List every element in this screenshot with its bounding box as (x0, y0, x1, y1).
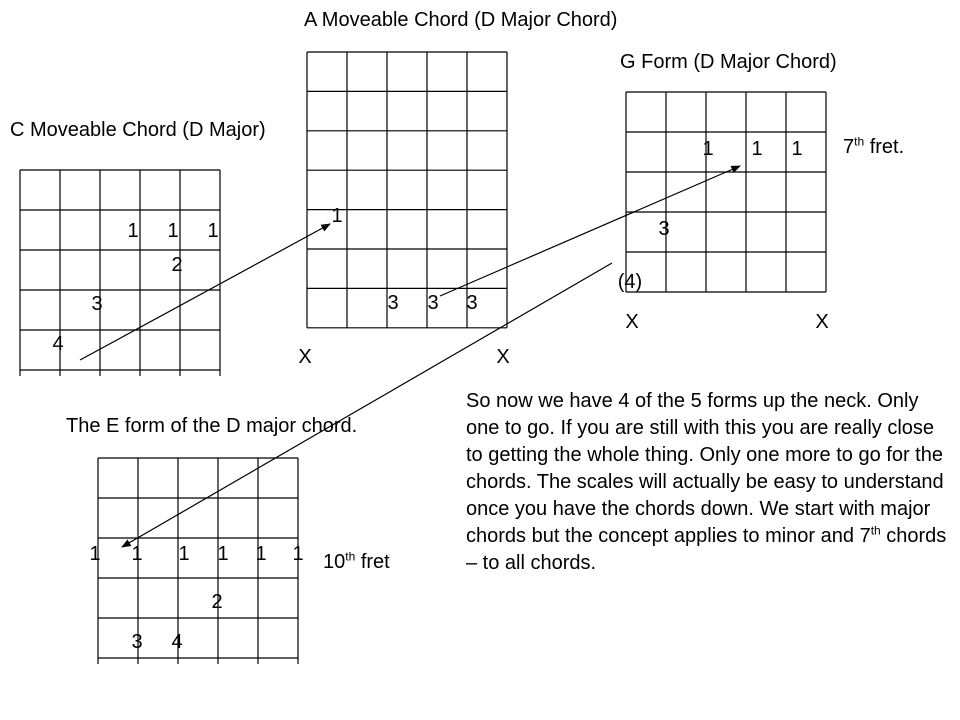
e-form-finger: 2 (211, 591, 223, 613)
g-form-muted-string: X (815, 311, 829, 333)
e-form-finger: 1 (255, 543, 267, 565)
c-form-finger: 1 (127, 220, 139, 242)
a-form-muted-string: X (298, 346, 312, 368)
a-form-muted-string: X (496, 346, 510, 368)
c-form-title: C Moveable Chord (D Major) (10, 119, 266, 141)
e-form-finger: 1 (217, 543, 229, 565)
arrow-a-to-g (440, 166, 740, 296)
c-form-finger: 1 (207, 220, 219, 242)
arrow-c-to-a (80, 224, 330, 360)
g-form-finger: 1 (751, 138, 763, 160)
c-form-finger: 1 (167, 220, 179, 242)
e-form-finger: 1 (178, 543, 190, 565)
c-form-finger: 4 (52, 333, 64, 355)
g-form-fret-label: 7th fret. (843, 134, 905, 158)
c-form-finger: 3 (91, 293, 103, 315)
e-form-finger: 1 (131, 543, 143, 565)
g-form-title: G Form (D Major Chord) (620, 51, 837, 73)
e-form-fretboard (98, 458, 298, 664)
c-form-fretboard (20, 170, 220, 376)
e-form-fret-label: 10th fret (323, 549, 390, 573)
c-form-finger: 2 (171, 254, 183, 276)
e-form-finger: 1 (89, 543, 101, 565)
a-form-title: A Moveable Chord (D Major Chord) (304, 9, 618, 31)
a-form-finger: 3 (427, 292, 439, 314)
g-form-finger: 1 (791, 138, 803, 160)
a-form-fretboard (307, 52, 507, 328)
g-form-finger: 1 (702, 138, 714, 160)
g-form-muted-string: X (625, 311, 639, 333)
a-form-finger: 3 (387, 292, 399, 314)
g-form-finger: 3 (658, 218, 670, 240)
e-form-finger: 1 (292, 543, 304, 565)
e-form-finger: 3 (131, 631, 143, 653)
a-form-finger: 1 (331, 205, 343, 227)
e-form-finger: 4 (171, 631, 183, 653)
a-form-finger: 3 (466, 292, 478, 314)
e-form-title: The E form of the D major chord. (66, 415, 358, 437)
g-form-optional-finger: (4) (617, 271, 643, 293)
explanation-paragraph: So now we have 4 of the 5 forms up the neck. Only one to go. If you are still with this you are really close to getting the whole thing. Only one more to go for the chords. The scales will actually be easy to understand once you have the chords down. We start with major chords but the concept applies to minor and 7th chords – to all chords. (466, 390, 947, 574)
g-form-fretboard (626, 92, 826, 292)
